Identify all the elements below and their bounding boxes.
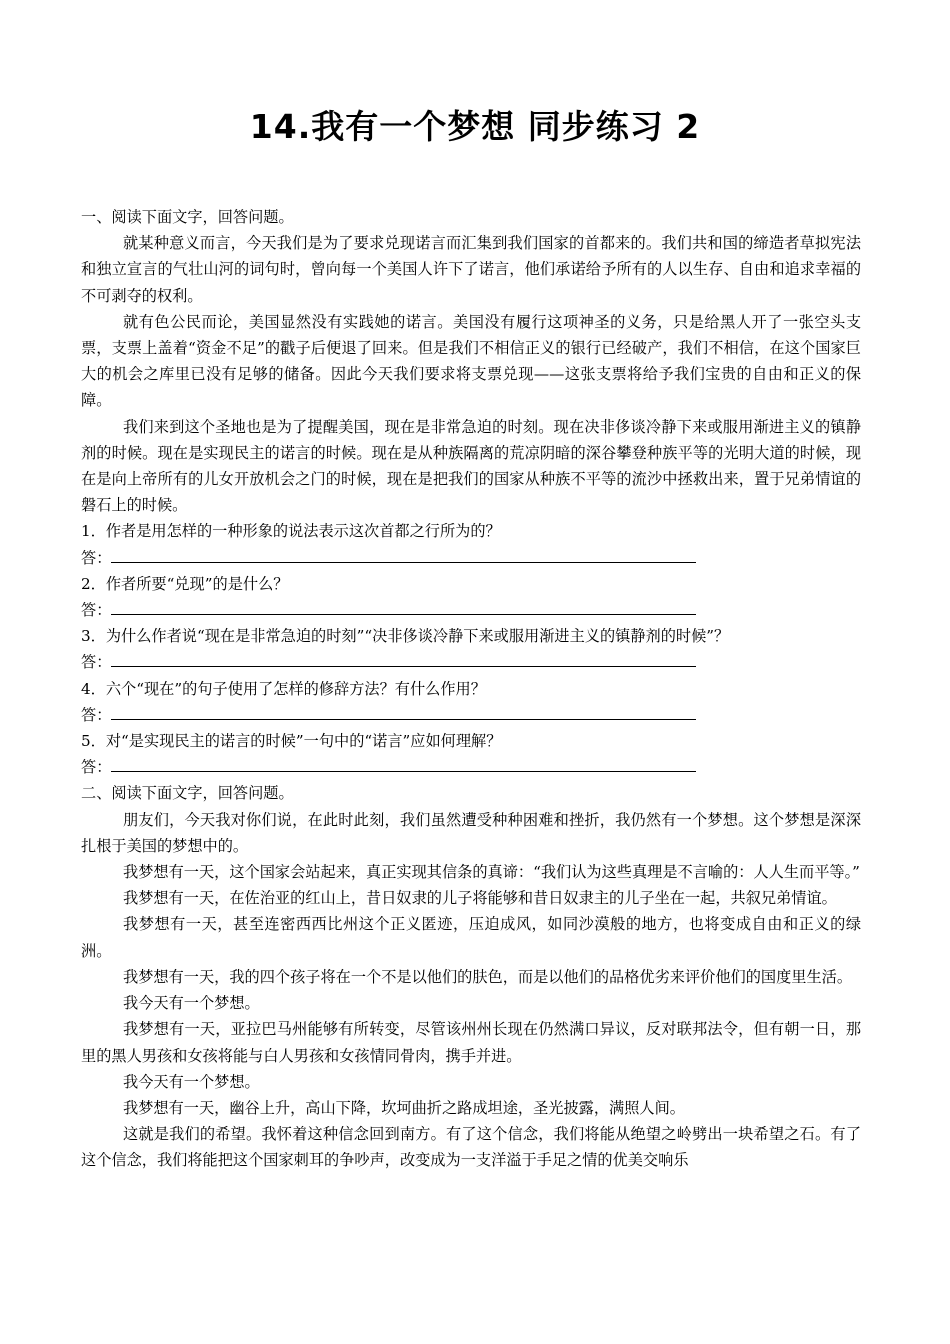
- passage-paragraph: 我们来到这个圣地也是为了提醒美国，现在是非常急迫的时刻。现在决非侈谈冷静下来或服用渐进主义的镇静剂的时候。现在是实现民主的诺言的时候。现在是从种族隔离的荒凉阴暗的深谷攀登种族平等的光明大道的时候，现在是向上帝所有的儿女开放机会之门的时候，现在是把我们的国家从种族不平等的流沙中拯救出来，置于兄弟情谊的磐石上的时候。: [81, 417, 861, 515]
- answer-blank[interactable]: [111, 754, 696, 772]
- document-body: [81, 204, 861, 1174]
- section-heading: 一、阅读下面文字，回答问题。: [81, 208, 294, 226]
- answer-row: [81, 597, 861, 623]
- question: 5．对“是实现民主的诺言的时候”一句中的“诺言”应如何理解？: [81, 732, 502, 751]
- answer-row: [81, 649, 861, 675]
- question: 2．作者所要“兑现”的是什么？: [81, 574, 289, 593]
- answer-label: 答：: [81, 601, 112, 620]
- answer-blank[interactable]: [111, 545, 696, 563]
- answer-label: 答：: [81, 653, 112, 672]
- answer-label: 答：: [81, 705, 112, 724]
- passage-paragraph: 就某种意义而言，今天我们是为了要求兑现诺言而汇集到我们国家的首都来的。我们共和国的缔造者草拟宪法和独立宣言的气壮山河的词句时，曾向每一个美国人许下了诺言，他们承诺给予所有的人以生存、自由和追求幸福的不可剥夺的权利。: [81, 234, 861, 305]
- passage-paragraph: 我今天有一个梦想。: [123, 1072, 260, 1091]
- answer-row: [81, 545, 861, 571]
- passage-paragraph: 我今天有一个梦想。: [123, 994, 260, 1013]
- passage-paragraph: 我梦想有一天，这个国家会站起来，真正实现其信条的真谛：“我们认为这些真理是不言喻的：人人生而平等。”: [123, 863, 860, 882]
- passage-paragraph: 我梦想有一天，我的四个孩子将在一个不是以他们的肤色，而是以他们的品格优劣来评价他们的国度里生活。: [123, 967, 852, 986]
- passage-paragraph: 我梦想有一天，亚拉巴马州能够有所转变，尽管该州州长现在仍然满口异议，反对联邦法令，但有朝一日，那里的黑人男孩和女孩将能与白人男孩和女孩情同骨肉，携手并进。: [81, 1020, 861, 1065]
- passage-paragraph: 这就是我们的希望。我怀着这种信念回到南方。有了这个信念，我们将能从绝望之岭劈出一块希望之石。有了这个信念，我们将能把这个国家刺耳的争吵声，改变成为一支洋溢于手足之情的优美交响乐: [81, 1125, 861, 1170]
- answer-blank[interactable]: [111, 597, 696, 615]
- answer-row: [81, 702, 861, 728]
- question: 3．为什么作者说“现在是非常急迫的时刻”“决非侈谈冷静下来或服用渐进主义的镇静剂的时候”？: [81, 627, 730, 646]
- question: 1．作者是用怎样的一种形象的说法表示这次首都之行所为的？: [81, 522, 501, 541]
- section-heading: 二、阅读下面文字，回答问题。: [81, 784, 294, 803]
- passage-paragraph: 我梦想有一天，甚至连密西西比州这个正义匿迹，压迫成风，如同沙漠般的地方，也将变成自由和正义的绿洲。: [81, 915, 861, 960]
- passage-paragraph: 我梦想有一天，幽谷上升，高山下降，坎坷曲折之路成坦途，圣光披露，满照人间。: [123, 1098, 685, 1117]
- passage-paragraph: 我梦想有一天，在佐治亚的红山上，昔日奴隶的儿子将能够和昔日奴隶主的儿子坐在一起，共叙兄弟情谊。: [123, 889, 837, 908]
- answer-blank[interactable]: [111, 649, 696, 667]
- answer-label: 答：: [81, 548, 112, 567]
- answer-label: 答：: [81, 758, 112, 777]
- page-title: 14.我有一个梦想 同步练习 2: [249, 107, 701, 146]
- passage-paragraph: 朋友们，今天我对你们说，在此时此刻，我们虽然遭受种种困难和挫折，我仍然有一个梦想。这个梦想是深深扎根于美国的梦想中的。: [81, 810, 861, 855]
- answer-row: [81, 754, 861, 780]
- passage-paragraph: 就有色公民而论，美国显然没有实践她的诺言。美国没有履行这项神圣的义务，只是给黑人开了一张空头支票，支票上盖着“资金不足”的戳子后便退了回来。但是我们不相信正义的银行已经破产，我们不相信，在这个国家巨大的机会之库里已没有足够的储备。因此今天我们要求将支票兑现——这张支票将给予我们宝贵的自由和正义的保障。: [81, 312, 861, 410]
- answer-blank[interactable]: [111, 702, 696, 720]
- question: 4．六个“现在”的句子使用了怎样的修辞方法？有什么作用？: [81, 679, 486, 698]
